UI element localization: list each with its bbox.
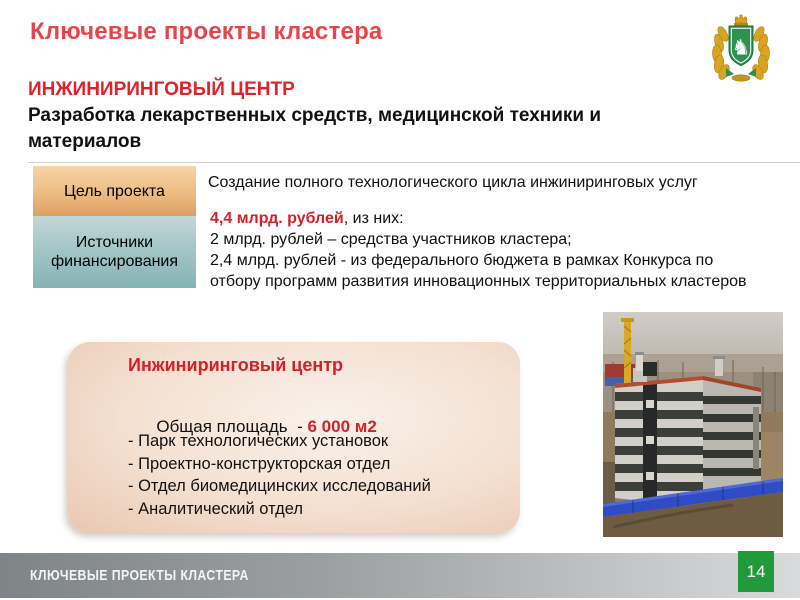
funding-details xyxy=(210,208,758,292)
area-value: 6 000 м2 xyxy=(307,417,377,436)
funding-label-box xyxy=(33,216,196,288)
departments-list xyxy=(128,430,431,520)
goal-value: Создание полного технологического цикла инжиниринговых услуг xyxy=(208,174,698,191)
engineering-center-card xyxy=(68,342,520,533)
funding-total-line xyxy=(210,208,758,229)
page-number-badge xyxy=(738,551,774,592)
goal-label: Цель проекта xyxy=(64,182,165,200)
footer-title: КЛЮЧЕВЫЕ ПРОЕКТЫ КЛАСТЕРА xyxy=(30,567,249,584)
page-title: Ключевые проекты кластера xyxy=(30,18,383,45)
project-heading: ИНЖИНИРИНГОВЫЙ ЦЕНТР xyxy=(28,79,295,100)
card-title: Инжиниринговый центр xyxy=(128,355,344,375)
funding-breakdown-line: 2,4 млрд. рублей - из федерального бюджета в рамках Конкурса по отбору программ развития инновационных территориальных кластеров xyxy=(210,252,747,290)
project-description: Разработка лекарственных средств, медицинской техники и материалов xyxy=(28,105,602,152)
funding-total-suffix: , из них: xyxy=(343,210,404,227)
department-item: - Отдел биомедицинских исследований xyxy=(128,477,431,495)
tomsk-region-coat-of-arms-icon xyxy=(710,12,772,86)
funding-label: Источники финансирования xyxy=(50,234,179,270)
area-label: Общая площадь - xyxy=(156,417,308,436)
goal-label-box xyxy=(33,166,196,216)
department-item: - Проектно-конструкторская отдел xyxy=(128,454,391,473)
page-number: 14 xyxy=(746,561,766,581)
funding-breakdown-line: 2 млрд. рублей – средства участников кластера; xyxy=(210,231,572,248)
svg-text:♞: ♞ xyxy=(731,35,751,60)
funding-total-amount: 4,4 млрд. рублей xyxy=(210,210,344,227)
construction-site-photo xyxy=(603,312,783,537)
department-item: - Парк технологических установок xyxy=(128,432,389,450)
department-item: - Аналитический отдел xyxy=(128,499,303,518)
divider-line xyxy=(28,162,800,163)
footer-bar xyxy=(0,553,800,598)
